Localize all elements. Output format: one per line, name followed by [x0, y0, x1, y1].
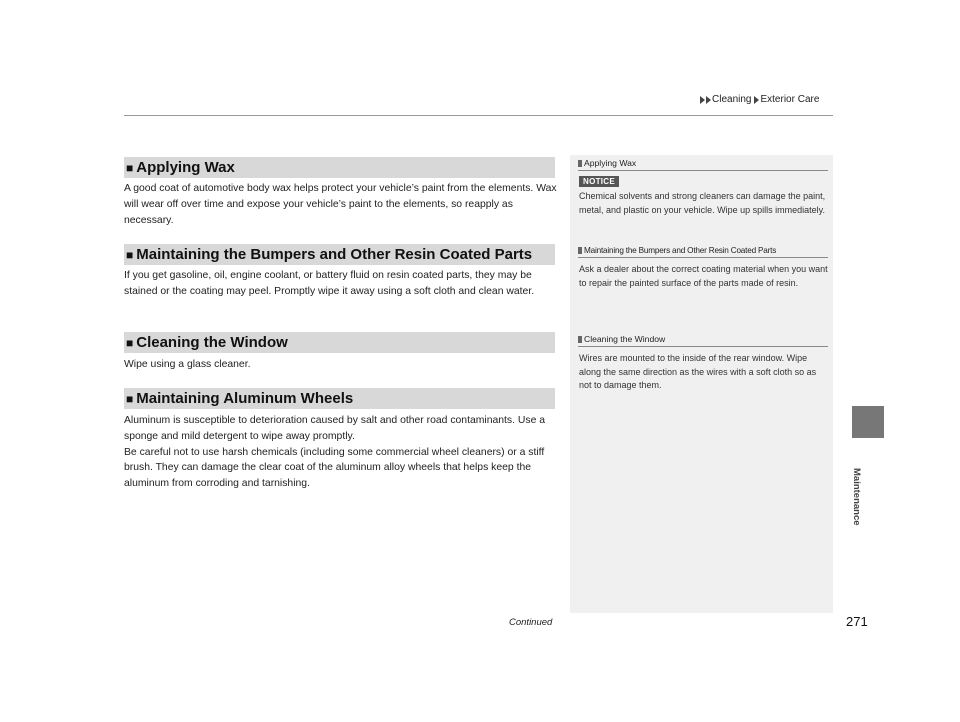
section-text-applying-wax: A good coat of automotive body wax helps protect your vehicle’s paint from the elements. Wax will wear off over time and expose your vehicle’s paint to the elements, so reapply as necessary.: [124, 183, 557, 226]
header-rule: [124, 115, 833, 116]
breadcrumb-arrow-icon: [706, 96, 711, 104]
sidenote-title[interactable]: Applying Wax: [578, 158, 828, 171]
section-text-aluminum-wheels: Aluminum is susceptible to deterioration caused by salt and other road contaminants. Use a sponge and mild detergent to wipe away promptly. Be careful not to use harsh chemicals (including some commercial wheel cleaners) or a stiff brush. They can damage the clear coat of the aluminum alloy wheels that helps keep the aluminum from corroding and tarnishing.: [124, 415, 546, 490]
sidenote-title[interactable]: Maintaining the Bumpers and Other Resin Coated Parts: [578, 246, 828, 258]
chapter-label: Maintenance: [851, 468, 862, 526]
notice-badge: NOTICE: [579, 176, 619, 187]
square-bullet-icon: ■: [126, 247, 134, 262]
breadcrumb-level2[interactable]: Exterior Care: [760, 94, 820, 105]
breadcrumb: [700, 94, 819, 105]
breadcrumb-arrow-icon: [700, 96, 705, 104]
square-bullet-icon: ■: [126, 160, 134, 175]
sidenote-window: Cleaning the Window Wires are mounted to the inside of the rear window. Wipe along the same direction as the wires with a soft cloth so as not to damage them.: [578, 334, 828, 393]
section-text-window: Wipe using a glass cleaner.: [124, 359, 251, 370]
section-text-bumpers: If you get gasoline, oil, engine coolant, or battery fluid on resin coated parts, they may be stained or the coating may peel. Promptly wipe it away using a soft cloth and clean water.: [124, 270, 535, 297]
section-heading-window: ■ Cleaning the Window: [124, 332, 555, 353]
note-marker-icon: [578, 160, 582, 167]
section-heading-aluminum-wheels: ■ Maintaining Aluminum Wheels: [124, 388, 555, 409]
chapter-thumb-tab[interactable]: [852, 406, 884, 438]
page-number: 271: [846, 614, 868, 629]
square-bullet-icon: ■: [126, 335, 134, 350]
sidenote-applying-wax: Applying Wax NOTICE Chemical solvents and strong cleaners can damage the paint, metal, and plastic on your vehicle. Wipe up spills immediately.: [578, 158, 828, 217]
section-heading-applying-wax: ■ Applying Wax: [124, 157, 555, 178]
sidenote-title[interactable]: Cleaning the Window: [578, 334, 828, 347]
note-marker-icon: [578, 336, 582, 343]
square-bullet-icon: ■: [126, 391, 134, 406]
breadcrumb-level1[interactable]: Cleaning: [712, 94, 752, 105]
breadcrumb-arrow-icon: [754, 96, 759, 104]
sidenote-column: [570, 155, 833, 613]
sidenote-bumpers: Maintaining the Bumpers and Other Resin Coated Parts Ask a dealer about the correct coating material when you want to repair the painted surface of the parts made of resin.: [579, 246, 828, 288]
section-heading-bumpers: ■ Maintaining the Bumpers and Other Resin Coated Parts: [124, 244, 555, 265]
continued-label: Continued: [509, 617, 553, 628]
note-marker-icon: [578, 247, 582, 254]
